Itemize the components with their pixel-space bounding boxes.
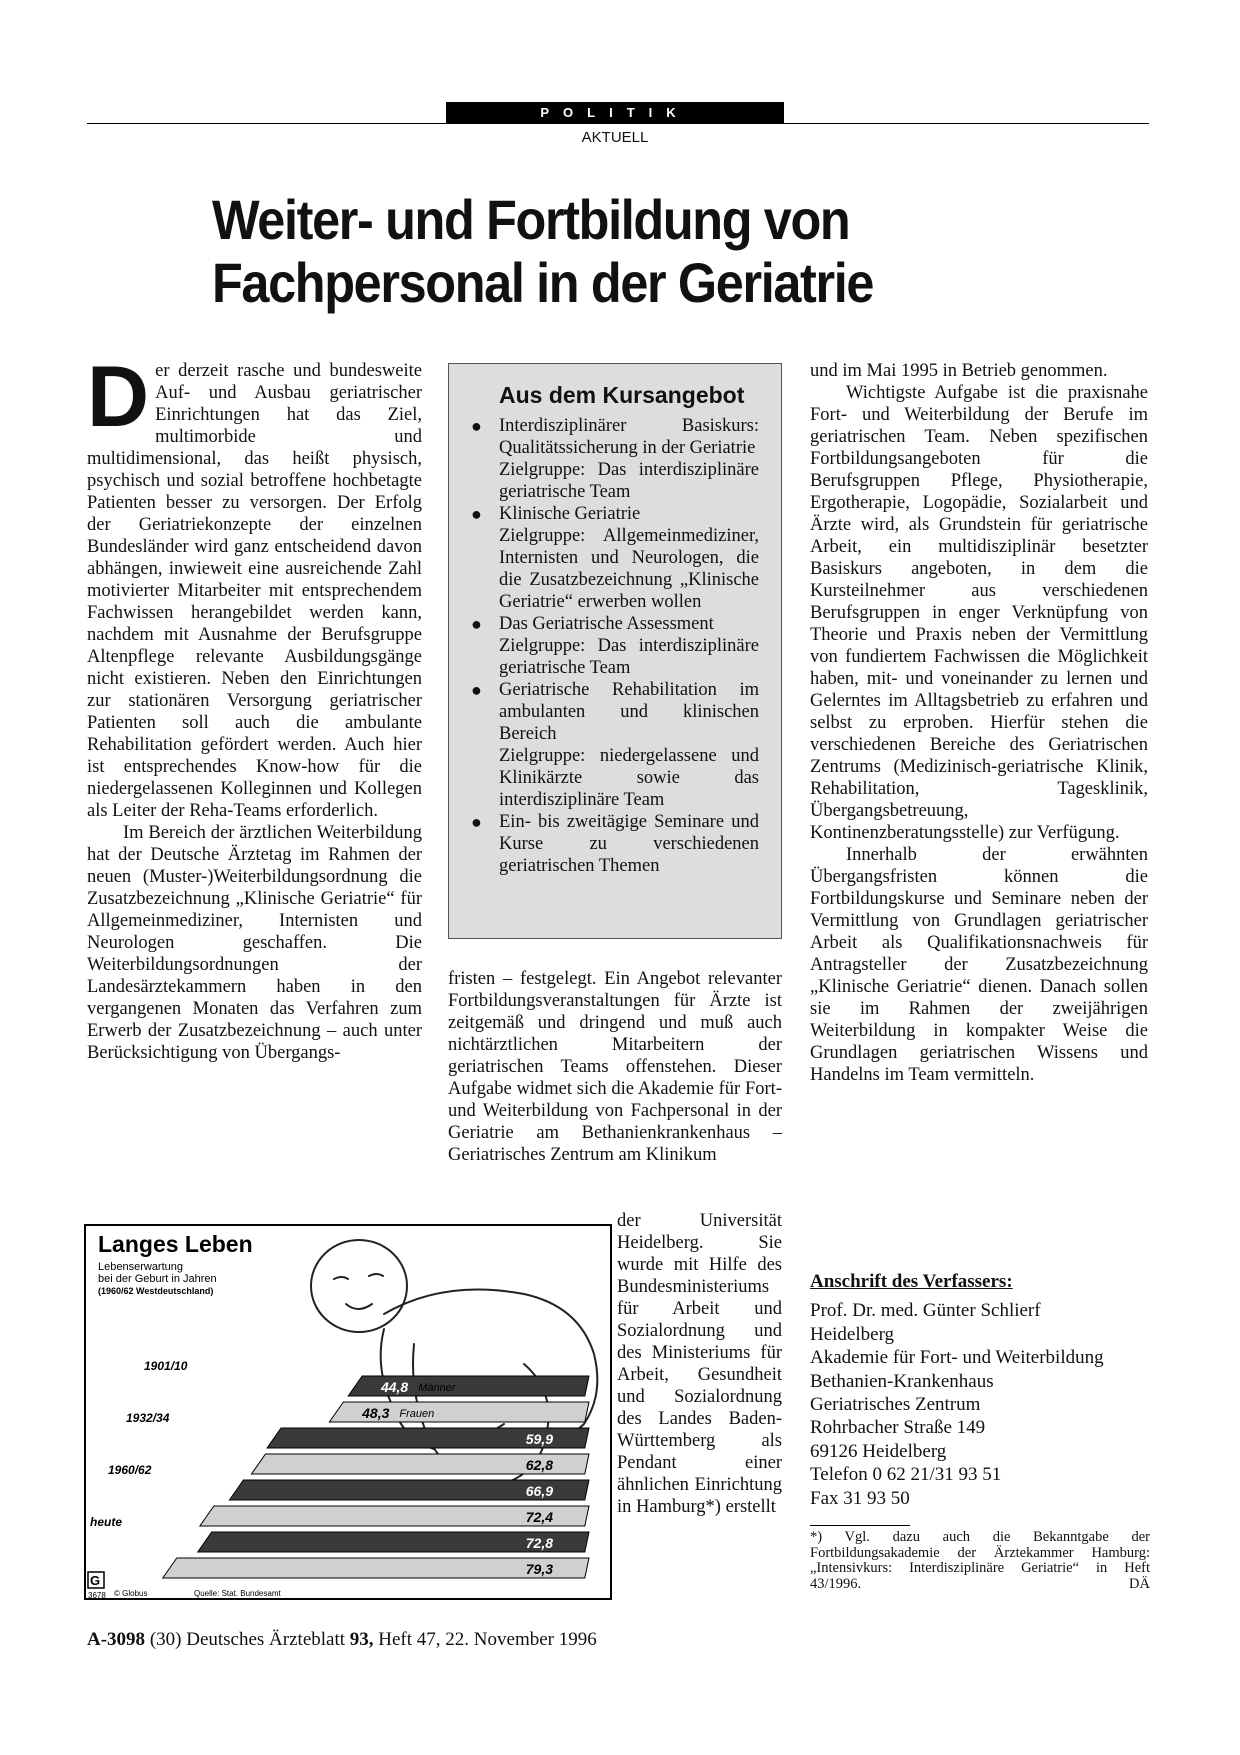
address-line: 69126 Heidelberg (810, 1440, 947, 1462)
column-2-narrow (617, 1210, 782, 1518)
footnote (810, 1530, 1150, 1592)
address-line: Fax 31 93 50 (810, 1487, 910, 1509)
course-item (471, 679, 759, 811)
chart-legend-label: Männer (418, 1382, 456, 1394)
course-item (471, 415, 759, 503)
chart-data-label: 72,4 (525, 1509, 553, 1525)
course-target: Zielgruppe: Das interdisziplinäre geriatrische Team (499, 636, 759, 678)
subsection-label: AKTUELL (581, 129, 649, 146)
address-line: Heidelberg (810, 1323, 895, 1345)
col2-paragraph-2: der Universität Heidelberg. Sie wurde mit Hilfe des Bundesministeriums für Arbeit und Sozialordnung und des Ministeriums für Arbeit, Gesundheit und Sozialordnung des Landes Baden-Württemberg als Pendant einer ähnlichen Einrichtung in Hamburg*) erstellt (617, 1211, 782, 1517)
col1-paragraph-1 (87, 349, 422, 822)
chart-data-label: 44,8 (380, 1379, 409, 1395)
svg-text:G: G (90, 1573, 101, 1588)
course-item (471, 811, 759, 877)
chart-title: Langes Leben (98, 1231, 253, 1257)
footer-journal: (30) Deutsches Ärzteblatt (149, 1629, 346, 1650)
footer-volume: 93, (349, 1629, 374, 1650)
course-target: Zielgruppe: Allgemeinmediziner, Internisten und Neurologen, die die Zusatzbezeichnung „Klinische Geriatrie“ erwerben wollen (499, 526, 759, 612)
title-line-2: Fachpersonal in der Geriatrie (212, 251, 874, 314)
col3-paragraph-3: Innerhalb der erwähnten Übergangsfristen können die Fortbildungskurse und Seminare neben der Vermittlung von Grundlagen geriatrischer Arbeit als Qualifikationsnachweis für Antragsteller der Zusatzbezeichnung „Klinische Geriatrie“ dienen. Danach sollen sie im Rahmen der zweijährigen Weiterbildung in kompakter Weise die Grundlagen geriatrischen Wissens und Handelns im Team vermitteln. (810, 845, 1148, 1085)
chart-subtitle-line: bei der Geburt in Jahren (98, 1273, 217, 1285)
chart-note: (1960/62 Westdeutschland) (98, 1286, 214, 1296)
col3-paragraph-2: Wichtigste Aufgabe ist die praxisnahe Fort- und Weiterbildung der Berufe im geriatrischen Team. Neben spezifischen Fortbildungsangeboten für die Berufsgruppen Pflege, Physiotherapie, Ergotherapie, Logopädie, Sozialarbeit und Ärzte wird, als Grundstein für geriatrische Arbeit, ein multidisziplinär besetzter Basiskurs angeboten, in dem die Kursteilnehmer aus verschiedenen Berufsgruppen in enger Verknüpfung von Theorie und Praxis neben der Vermittlung von fundiertem Fachwissen die Möglichkeit haben, mit- und voneinander zu lernen und Gelerntes im Alltagsbetrieb zu erfahren und selbst zu erproben. Hierfür stehen die verschiedenen Bereiche des Geriatrischen Zentrums (Medizinisch-geriatrische Klinik, Rehabilitation, Tagesklinik, Übergangsbetreuung, Kontinenzberatungsstelle) zur Verfügung. (810, 383, 1148, 843)
column-2-top (448, 968, 782, 1166)
author-address (810, 1270, 1150, 1510)
footer-issue: Heft 47, 22. November 1996 (378, 1629, 597, 1650)
footnote-sign: DÄ (1129, 1575, 1150, 1592)
course-target: Zielgruppe: niedergelassene und Klinikärzte sowie das interdisziplinäre Team (499, 746, 759, 810)
address-line: Bethanien-Krankenhaus (810, 1370, 994, 1392)
footnote-text: *) Vgl. dazu auch die Bekanntgabe der Fortbildungsakademie der Ärztekammer Hamburg: „Intensivkurs: Interdisziplinäre Geriatrie“ in Heft 43/1996. (810, 1529, 1150, 1592)
section-label: POLITIK (446, 102, 784, 124)
course-offer-box (448, 363, 782, 939)
chart-data-label: 79,3 (525, 1561, 553, 1577)
course-name: ● Klinische Geriatrie (499, 504, 641, 524)
chart-category-label: 1932/34 (126, 1411, 170, 1425)
chart-category-label: heute (90, 1515, 123, 1529)
column-3 (810, 360, 1148, 1086)
course-item (471, 503, 759, 613)
chart-source: Quelle: Stat. Bundesamt (194, 1589, 281, 1598)
footnote-rule (810, 1525, 910, 1526)
col2-paragraph-1: fristen – festgelegt. Ein Angebot relevanter Fortbildungsveranstaltungen für Ärzte ist zeitgemäß und dringend und muß auch nichtärztlichen Mitarbeitern der geriatrischen Teams offenstehen. Dieser Aufgabe widmet sich die Akademie für Fort- und Weiterbildung von Fachpersonal in der Geriatrie am Bethanienkrankenhaus – Geriatrisches Zentrum am Klinikum (448, 969, 782, 1165)
drop-cap: D (87, 349, 150, 445)
title-line-1: Weiter- und Fortbildung von (212, 188, 850, 251)
life-expectancy-chart (84, 1224, 612, 1600)
chart-data-label: 72,8 (525, 1535, 553, 1551)
address-line: Telefon 0 62 21/31 93 51 (810, 1464, 1002, 1486)
chart-graphic-id: 3678 (88, 1591, 106, 1600)
chart-data-label: 48,3 (362, 1405, 390, 1421)
chart-legend-label: Frauen (399, 1408, 435, 1420)
address-line: Rohrbacher Straße 149 (810, 1417, 986, 1439)
course-item (471, 613, 759, 679)
chart-subtitle-line: Lebenserwartung (98, 1261, 184, 1273)
article-title (212, 188, 1049, 314)
chart-data-label: 66,9 (525, 1483, 553, 1499)
page-footer (87, 1629, 597, 1651)
course-name: ● Interdisziplinärer Basiskurs: Qualitätssicherung in der Geriatrie (499, 416, 759, 458)
address-line: Geriatrisches Zentrum (810, 1394, 981, 1416)
chart-data-label: 62,8 (525, 1457, 553, 1473)
box-title: Aus dem Kursangebot (499, 382, 745, 408)
course-list (471, 415, 759, 877)
address-heading: Anschrift des Verfassers: (810, 1271, 1013, 1292)
page-number: A-3098 (87, 1629, 146, 1650)
chart-data-label: 59,9 (525, 1431, 553, 1447)
col3-paragraph-1: und im Mai 1995 in Betrieb genommen. (810, 361, 1108, 381)
chart-category-label: 1960/62 (108, 1463, 152, 1477)
course-target: Zielgruppe: Das interdisziplinäre geriatrische Team (499, 460, 759, 502)
col1-paragraph-1-text: er derzeit rasche und bundesweite Auf- und Ausbau geriatrischer Einrichtungen hat das Ziel, multimorbide und multidimensional, das heißt physisch, psychisch und sozial betroffene hochbetagte Patienten besser zu versorgen. Der Erfolg der Geriatriekonzepte der einzelnen Bundesländer wird ganz entscheidend davon abhängen, inwieweit eine ausreichende Zahl motivierter Mitarbeiter mit entsprechendem Fachwissen herangebildet werden kann, nachdem mit Ausnahme der Berufsgruppe Altenpflege relevante Ausbildungsgänge nicht existieren. Neben den Einrichtungen zur stationären Versorgung geriatrischer Patienten soll auch die ambulante Rehabilitation gefördert werden. Auch hier ist entsprechendes Know-how für die niedergelassenen Kolleginnen und Kollegen als Leiter der Reha-Teams erforderlich. (87, 361, 422, 821)
course-name: ● Ein- bis zweitägige Seminare und Kurse zu verschiedenen geriatrischen Themen (499, 812, 759, 876)
chart-credit: © Globus (114, 1589, 148, 1598)
address-line: Prof. Dr. med. Günter Schlierf (810, 1300, 1041, 1322)
col1-paragraph-2: Im Bereich der ärztlichen Weiterbildung hat der Deutsche Ärztetag im Rahmen der neuen (Muster-)Weiterbildungsordnung die Zusatzbezeichnung „Klinische Geriatrie“ für Allgemeinmediziner, Internisten und Neurologen geschaffen. Die Weiterbildungsordnungen der Landesärztekammern haben in den vergangenen Monaten das Verfahren zum Erwerb der Zusatzbezeichnung – auch unter Berücksichtigung von Übergangs- (87, 823, 422, 1063)
address-line: Akademie für Fort- und Weiterbildung (810, 1347, 1104, 1369)
column-1 (87, 349, 422, 1064)
course-name: ● Geriatrische Rehabilitation im ambulanten und klinischen Bereich (499, 680, 759, 744)
course-name: ● Das Geriatrische Assessment (499, 614, 714, 634)
chart-category-label: 1901/10 (144, 1359, 188, 1373)
